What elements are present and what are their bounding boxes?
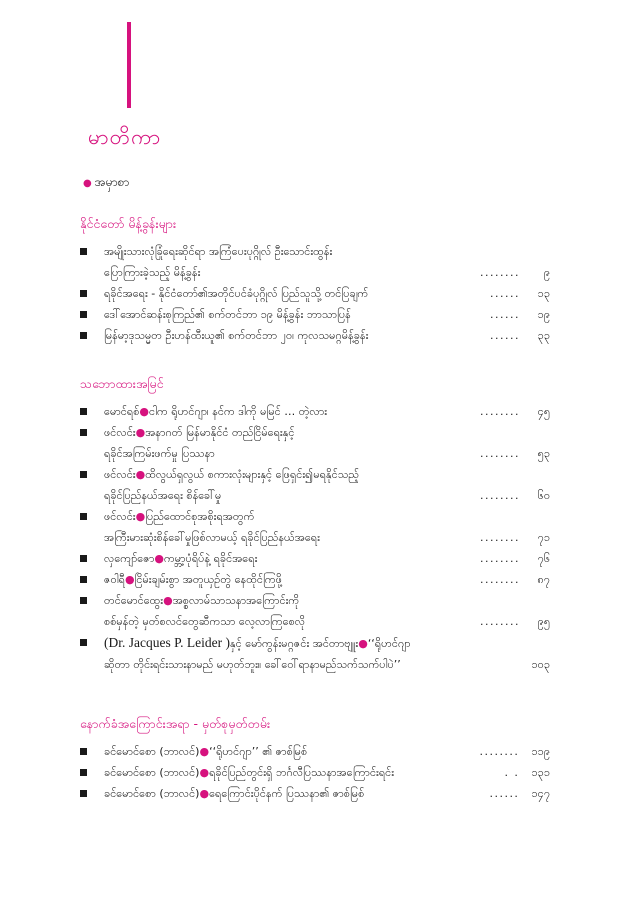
leader-dots: ........ <box>480 531 520 544</box>
leader-dots: ........ <box>479 745 520 758</box>
page-number: ၄၅ <box>537 405 550 418</box>
bullet-dot-icon: ● <box>199 766 210 779</box>
entry-line <box>104 632 550 654</box>
entry-line <box>104 611 550 632</box>
entry-title-text: ရေကြောင်းပိုင်နက် ပြဿနာ၏ ဇာစ်မြစ် <box>209 787 365 800</box>
toc-entry[interactable] <box>80 741 550 762</box>
toc-entry[interactable] <box>80 401 550 422</box>
leader-dots: . . <box>504 766 520 779</box>
entry-title-text: ‘‘ရိုဟင်ဂျာ’’ ၏ ဇာစ်မြစ် <box>209 745 308 758</box>
entry-text <box>104 304 550 325</box>
entry-title-text: နှင့် မော်ကွန်းမဂ္ဂဇင်း အင်တာဗျူး <box>229 637 359 650</box>
bullet-dot-icon: ● <box>154 552 164 565</box>
toc-entry[interactable] <box>80 283 550 304</box>
decorative-vertical-bar <box>127 22 131 108</box>
square-bullet-icon <box>80 555 87 562</box>
toc-entry[interactable] <box>80 241 550 283</box>
leader-dots: ........ <box>480 615 520 628</box>
toc-entry[interactable] <box>80 464 550 506</box>
entry-line <box>104 569 550 590</box>
entry-author: ခင်မောင်စော (ဘာလင်) <box>104 745 200 758</box>
entry-title-text: ဆိုတာ တိုင်းရင်းသားနာမည် မဟုတ်ဘူး။ ခေါ်ဝေါ်ရာနာမည်သက်သက်ပါပဲ’’ <box>104 658 401 671</box>
entry-text <box>104 241 550 283</box>
toc-entry[interactable] <box>80 422 550 464</box>
square-bullet-icon <box>80 290 87 297</box>
entry-text <box>104 590 550 632</box>
entry-line <box>104 401 550 422</box>
entry-text <box>104 422 550 464</box>
entry-line <box>104 443 550 464</box>
square-bullet-icon <box>80 408 87 415</box>
leader-dots: ........ <box>480 552 520 565</box>
section-title: သဘောထားအမြင် <box>80 376 164 391</box>
leader-dots: ...... <box>490 308 520 321</box>
entry-line <box>104 506 550 527</box>
entry-author-latin: (Dr. Jacques P. Leider ) <box>104 635 230 650</box>
toc-entry[interactable] <box>80 783 550 804</box>
entry-line <box>104 741 550 762</box>
page-number: ၁၃၁ <box>531 766 550 779</box>
toc-entry[interactable] <box>80 304 550 325</box>
entry-author: ဖင်လင်း <box>104 426 136 439</box>
section-title: နိုင်ငံတော် မိန့်ခွန်းများ <box>80 216 177 231</box>
entry-title-text: ထိလွယ်ရှလွယ် စကားလုံးများနှင့် ဖြေရှင်း၍မရနိုင်သည့် <box>145 468 360 481</box>
intro-entry <box>83 174 129 192</box>
page-number: ၉၅ <box>537 615 550 628</box>
entry-text <box>104 464 550 506</box>
toc-entry[interactable] <box>80 325 550 346</box>
entry-title-text: မြန်မာ့ဒုသမ္မတ ဦးဟန်ထီးယူ၏ စက်တင်ဘာ ၂၀၊ ကုလသမဂ္ဂမိန့်ခွန်း <box>104 329 369 342</box>
entry-title-text: ရခိုင်ပြည်နယ်အရေး စိန်ခေါ်မှု <box>104 489 222 502</box>
entry-title-text: ရခိုင်အကြမ်းဖက်မှု ပြဿနာ <box>104 447 215 460</box>
toc-section <box>80 216 550 346</box>
entry-author: ဖင်လင်း <box>104 468 136 481</box>
bullet-dot-icon: ● <box>199 745 210 758</box>
page-number: ၁၀၃ <box>531 658 550 671</box>
bullet-dot-icon: ● <box>358 637 368 650</box>
entry-title-text: အစ္စလာမ်သာသနာအကြောင်းကို <box>172 594 300 607</box>
bullet-dot-icon: ● <box>135 510 146 523</box>
bullet-dot-icon: ● <box>163 594 173 607</box>
entry-line <box>104 527 550 548</box>
entry-line <box>104 304 550 325</box>
bullet-dot-icon: ● <box>139 405 149 418</box>
square-bullet-icon <box>80 429 87 436</box>
page-number: ၁၄၇ <box>531 787 550 800</box>
entry-title-text: အကြီးမားဆုံးစိန်ခေါ်မှုဖြစ်လာမယ့် ရခိုင်ပြည်နယ်အရေး <box>104 531 320 544</box>
entry-line <box>104 325 550 346</box>
entry-title-text: ရခိုင်ပြည်တွင်းရှိ ဘင်္ဂလီပြဿနာအကြောင်းရင်း <box>209 766 395 779</box>
page-number: ၅၃ <box>537 447 550 460</box>
entry-line <box>104 464 550 485</box>
toc-entry[interactable] <box>80 590 550 632</box>
entry-text <box>104 283 550 304</box>
bullet-dot-icon: ● <box>83 178 92 189</box>
page-number: ၉ <box>543 266 550 279</box>
entry-line <box>104 654 550 675</box>
entry-text <box>104 741 550 762</box>
square-bullet-icon <box>80 597 87 604</box>
entry-author: မောင်ရစ် <box>104 405 140 418</box>
entry-title-text: ငါက ရိုဟင်ဂျာ၊ နင်က ဒါကို မမြင် … တဲ့လား <box>149 405 328 418</box>
toc-section <box>80 716 550 804</box>
entry-text <box>104 783 550 804</box>
leader-dots: ........ <box>480 447 520 460</box>
page-number: ၃၃ <box>537 329 550 342</box>
entry-author: ဇဝါရီ <box>104 573 125 586</box>
page-number: ၆၀ <box>537 489 550 502</box>
entry-title-text: ငြိမ်းချမ်းစွာ အတူယှဉ်တွဲ နေထိုင်ကြဖို့ <box>134 573 282 586</box>
page-number: ၈၇ <box>537 573 550 586</box>
entry-title-text: အမျိုးသားလုံခြုံရေးဆိုင်ရာ အကြံပေးပုဂ္ဂိုလ် ဦးသောင်းထွန်း <box>104 245 333 258</box>
square-bullet-icon <box>80 576 87 583</box>
toc-entry[interactable] <box>80 506 550 548</box>
page-number: ၁၁၉ <box>531 745 550 758</box>
page-number: ၁၉ <box>537 308 550 321</box>
entry-text <box>104 569 550 590</box>
intro-label: အမှာစာ <box>94 175 130 189</box>
bullet-dot-icon: ● <box>135 468 146 481</box>
entry-author: တင်မောင်ထွေး <box>104 594 164 607</box>
entry-line <box>104 548 550 569</box>
entry-line <box>104 783 550 804</box>
square-bullet-icon <box>80 790 87 797</box>
bullet-dot-icon: ● <box>124 573 135 586</box>
leader-dots: ........ <box>480 266 520 279</box>
entry-title-text: ကမ္ဘာ့ပုံရိပ်နဲ့ ရခိုင်အရေး <box>163 552 258 565</box>
entry-line <box>104 485 550 506</box>
leader-dots: ...... <box>489 787 520 800</box>
entry-text <box>104 632 550 675</box>
leader-dots: ........ <box>480 405 520 418</box>
entry-line <box>104 762 550 783</box>
entry-text <box>104 548 550 569</box>
entry-author: ဖင်လင်း <box>104 510 136 523</box>
square-bullet-icon <box>80 332 87 339</box>
square-bullet-icon <box>80 311 87 318</box>
leader-dots: ...... <box>490 287 520 300</box>
entry-text <box>104 325 550 346</box>
square-bullet-icon <box>80 748 87 755</box>
entry-title-text: အနာဂတ် မြန်မာနိုင်ငံ တည်ငြိမ်ရေးနှင့် <box>145 426 295 439</box>
entry-title-text: ‘‘ရိုဟင်ဂျာ <box>367 637 411 650</box>
entry-title-text: ပြောကြားခဲ့သည့် မိန့်ခွန်း <box>104 266 201 279</box>
entry-line <box>104 241 550 262</box>
entry-title-text: ပြည်ထောင်စုအစိုးရအတွက် <box>145 510 255 523</box>
square-bullet-icon <box>80 769 87 776</box>
toc-section <box>80 376 550 675</box>
toc-entry[interactable] <box>80 632 550 675</box>
entry-line <box>104 422 550 443</box>
page-number: ၇၆ <box>537 552 550 565</box>
leader-dots: ...... <box>490 329 520 342</box>
toc-entry[interactable] <box>80 569 550 590</box>
entry-line <box>104 590 550 611</box>
entry-title-text: စစ်မှန်တဲ့ မှတ်စလင်တွေဆီကသာ လေ့လာကြစေလို <box>104 615 306 628</box>
leader-dots: ........ <box>480 573 520 586</box>
square-bullet-icon <box>80 513 87 520</box>
entry-text <box>104 401 550 422</box>
toc-entry[interactable] <box>80 548 550 569</box>
entry-text <box>104 762 550 783</box>
entry-title-text: ရခိုင်အရေး - နိုင်ငံတော်၏အတိုင်ပင်ခံပုဂ္ဂိုလ် ပြည်သူသို့ တင်ပြချက် <box>104 287 369 300</box>
entry-line <box>104 283 550 304</box>
toc-entry[interactable] <box>80 762 550 783</box>
bullet-dot-icon: ● <box>199 787 210 800</box>
bullet-dot-icon: ● <box>135 426 146 439</box>
entry-author: ခင်မောင်စော (ဘာလင်) <box>104 787 200 800</box>
page-title: မာတိကာ <box>88 125 162 149</box>
entry-text <box>104 506 550 548</box>
page-number: ၁၃ <box>537 287 550 300</box>
square-bullet-icon <box>80 248 87 255</box>
square-bullet-icon <box>80 471 87 478</box>
section-title: နောက်ခံအကြောင်းအရာ - မှတ်စုမှတ်တမ်း <box>80 716 271 731</box>
leader-dots: ........ <box>480 489 520 502</box>
entry-line <box>104 262 550 283</box>
entry-title-text: ဒေါ်အောင်ဆန်းစုကြည်၏ စက်တင်ဘာ ၁၉ မိန့်ခွန်း ဘာသာပြန် <box>104 308 351 321</box>
page-number: ၇၁ <box>537 531 550 544</box>
entry-author: လှကျော်ဇော <box>104 552 155 565</box>
entry-author: ခင်မောင်စော (ဘာလင်) <box>104 766 200 779</box>
square-bullet-icon <box>80 639 87 646</box>
